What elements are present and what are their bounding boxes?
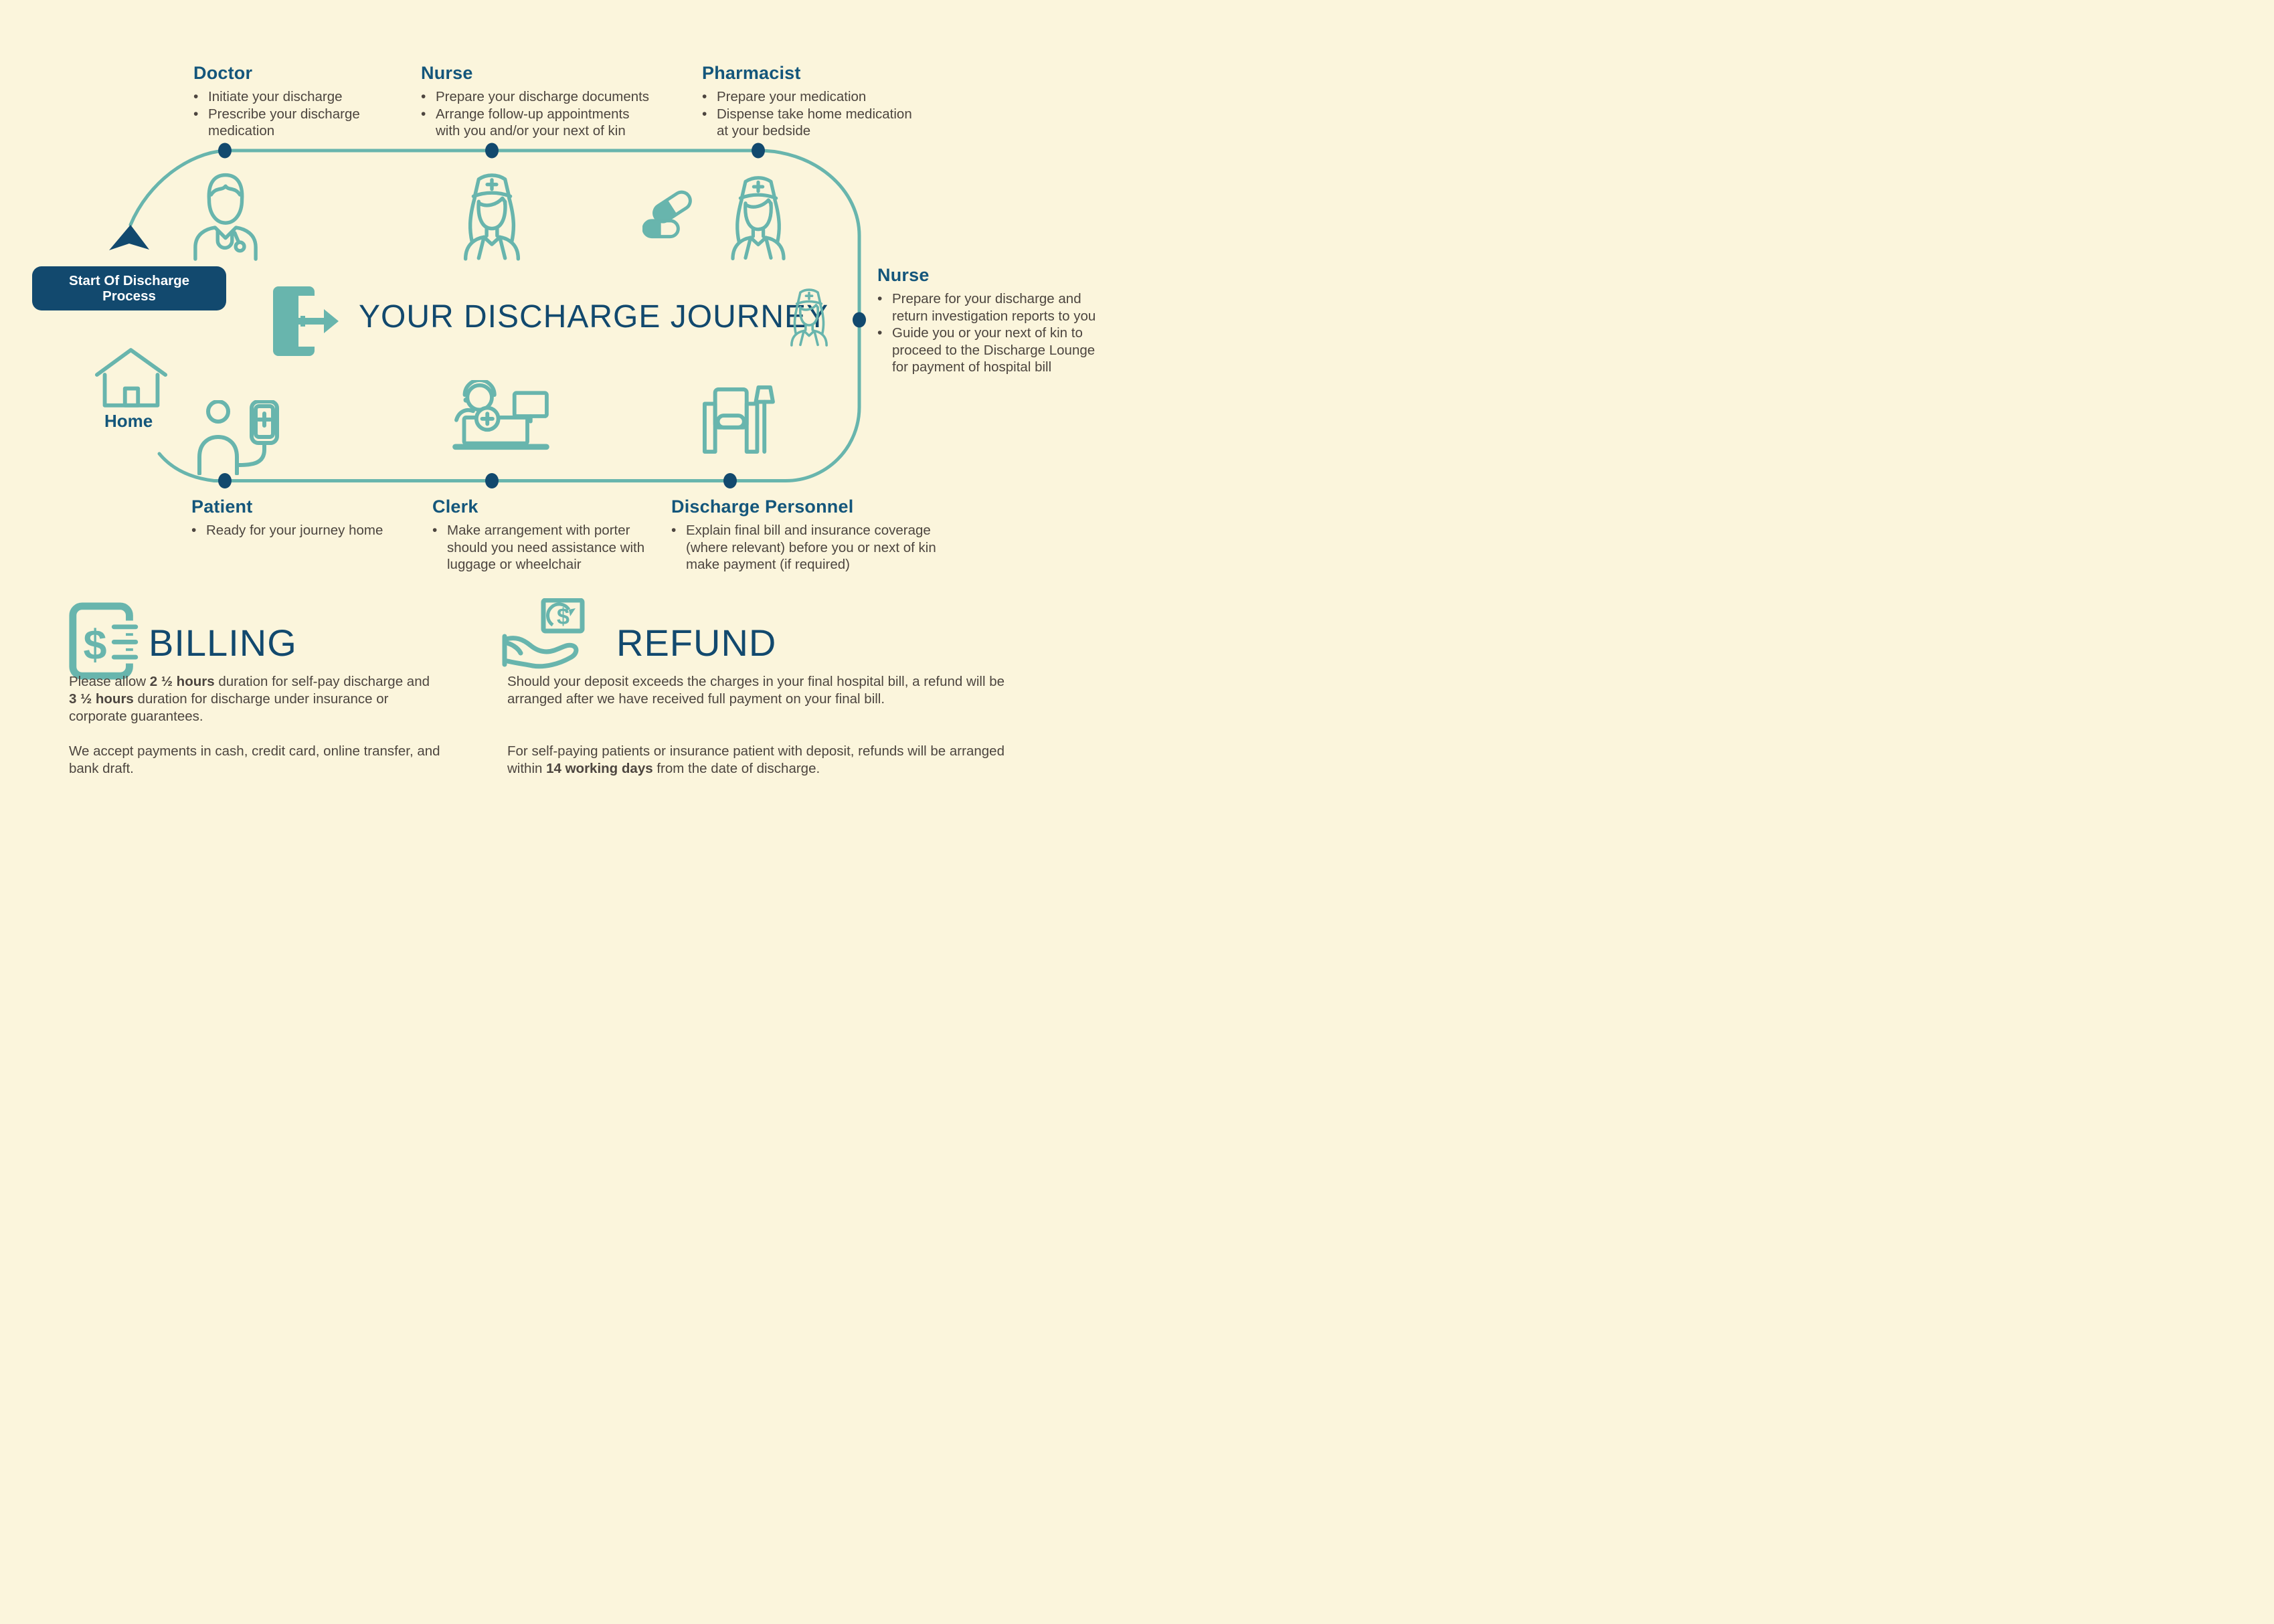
start-of-discharge-badge [32, 266, 226, 310]
billing-invoice-icon [67, 601, 146, 681]
bullet-text: luggage or wheelchair [447, 557, 582, 572]
bullet-text: Dispense take home medication [717, 106, 912, 122]
node-clerk [485, 473, 499, 488]
station-nurse-top [421, 63, 649, 140]
pharmacist-pills-icon [642, 189, 699, 242]
refund-paragraph-2: For self-paying patients or insurance patient with deposit, refunds will be arranged within 14 working days from the date of discharge. [507, 743, 1004, 776]
billing-heading: BILLING [149, 622, 297, 664]
lounge-chair-lamp-icon [700, 385, 775, 454]
bullet-dot: • [432, 523, 438, 538]
nurse-icon [720, 165, 796, 261]
node-discharge-personnel [723, 473, 737, 488]
bullet-dot: • [193, 106, 199, 122]
bullet-text: for payment of hospital bill [892, 359, 1052, 375]
bullet-text: at your bedside [717, 123, 811, 139]
patient-iv-icon [194, 400, 294, 475]
bullet-dot: • [877, 325, 883, 341]
node-pharmacist [752, 143, 765, 159]
journey-arrowhead-icon [109, 225, 149, 250]
bullet-text: should you need assistance with [447, 539, 645, 555]
badge-line1: Start Of Discharge [69, 272, 189, 288]
clerk-desk-icon [447, 380, 554, 452]
bullet-dot: • [671, 523, 677, 538]
bullet-text: make payment (if required) [686, 557, 850, 572]
bullet-text: Explain final bill and insurance coverage [686, 523, 931, 538]
node-doctor [218, 143, 232, 159]
station-title: Pharmacist [702, 63, 801, 83]
bullet-text: Arrange follow-up appointments [436, 106, 630, 122]
bullet-dot: • [702, 89, 707, 104]
bullet-text: proceed to the Discharge Lounge [892, 342, 1096, 358]
station-title: Nurse [877, 265, 930, 285]
refund-hand-money-icon [502, 598, 604, 680]
bullet-text: (where relevant) before you or next of kin [686, 539, 936, 555]
station-clerk [432, 497, 644, 573]
badge-line2: Process [102, 288, 156, 304]
station-title: Doctor [193, 63, 253, 83]
billing-paragraph-1: Please allow 2 ½ hours duration for self-pay discharge and 3 ½ hours duration for discharge under insurance or corporate guarantees. [69, 674, 430, 724]
nurse-icon [452, 162, 531, 261]
bullet-dot: • [877, 291, 883, 306]
svg-text:$: $ [83, 622, 107, 669]
bullet-dot: • [191, 523, 197, 538]
refund-heading: REFUND [616, 622, 777, 664]
bullet-text: return investigation reports to you [892, 308, 1096, 324]
station-doctor [193, 63, 360, 140]
bullet-text: medication [208, 123, 275, 139]
billing-paragraph-2: We accept payments in cash, credit card, online transfer, and bank draft. [69, 743, 440, 776]
station-title: Patient [191, 497, 253, 517]
bullet-text: Prescribe your discharge [208, 106, 360, 122]
bullet-text: Initiate your discharge [208, 89, 343, 104]
station-pharmacist [702, 63, 912, 140]
station-title: Discharge Personnel [671, 497, 854, 517]
bullet-text: Guide you or your next of kin to [892, 325, 1083, 341]
station-title: Clerk [432, 497, 478, 517]
nurse-icon [780, 281, 838, 347]
bullet-text: Prepare your discharge documents [436, 89, 650, 104]
bullet-text: Prepare your medication [717, 89, 867, 104]
discharge-journey-infographic [0, 0, 1137, 812]
bullet-text: Make arrangement with porter [447, 523, 630, 538]
bullet-dot: • [421, 106, 426, 122]
page-title: YOUR DISCHARGE JOURNEY [359, 299, 829, 335]
node-nurse-top [485, 143, 499, 159]
bullet-text: Prepare for your discharge and [892, 291, 1081, 306]
refund-paragraph-1: Should your deposit exceeds the charges in your final hospital bill, a refund will be arranged after we have received full payment on your final bill. [507, 674, 1004, 707]
station-patient [191, 497, 383, 539]
doctor-icon [186, 161, 265, 262]
exit-door-icon [272, 285, 339, 357]
bullet-text: with you and/or your next of kin [436, 123, 626, 139]
bullet-dot: • [421, 89, 426, 104]
node-nurse-right [853, 312, 866, 328]
station-nurse-right [877, 265, 1096, 376]
bullet-text: Ready for your journey home [206, 523, 383, 538]
home-label: Home [104, 411, 153, 431]
house-icon [94, 345, 169, 408]
node-patient [218, 473, 232, 488]
station-title: Nurse [421, 63, 473, 83]
svg-text:$: $ [557, 604, 570, 630]
station-discharge-personnel [671, 497, 936, 573]
bullet-dot: • [193, 89, 199, 104]
bullet-dot: • [702, 106, 707, 122]
